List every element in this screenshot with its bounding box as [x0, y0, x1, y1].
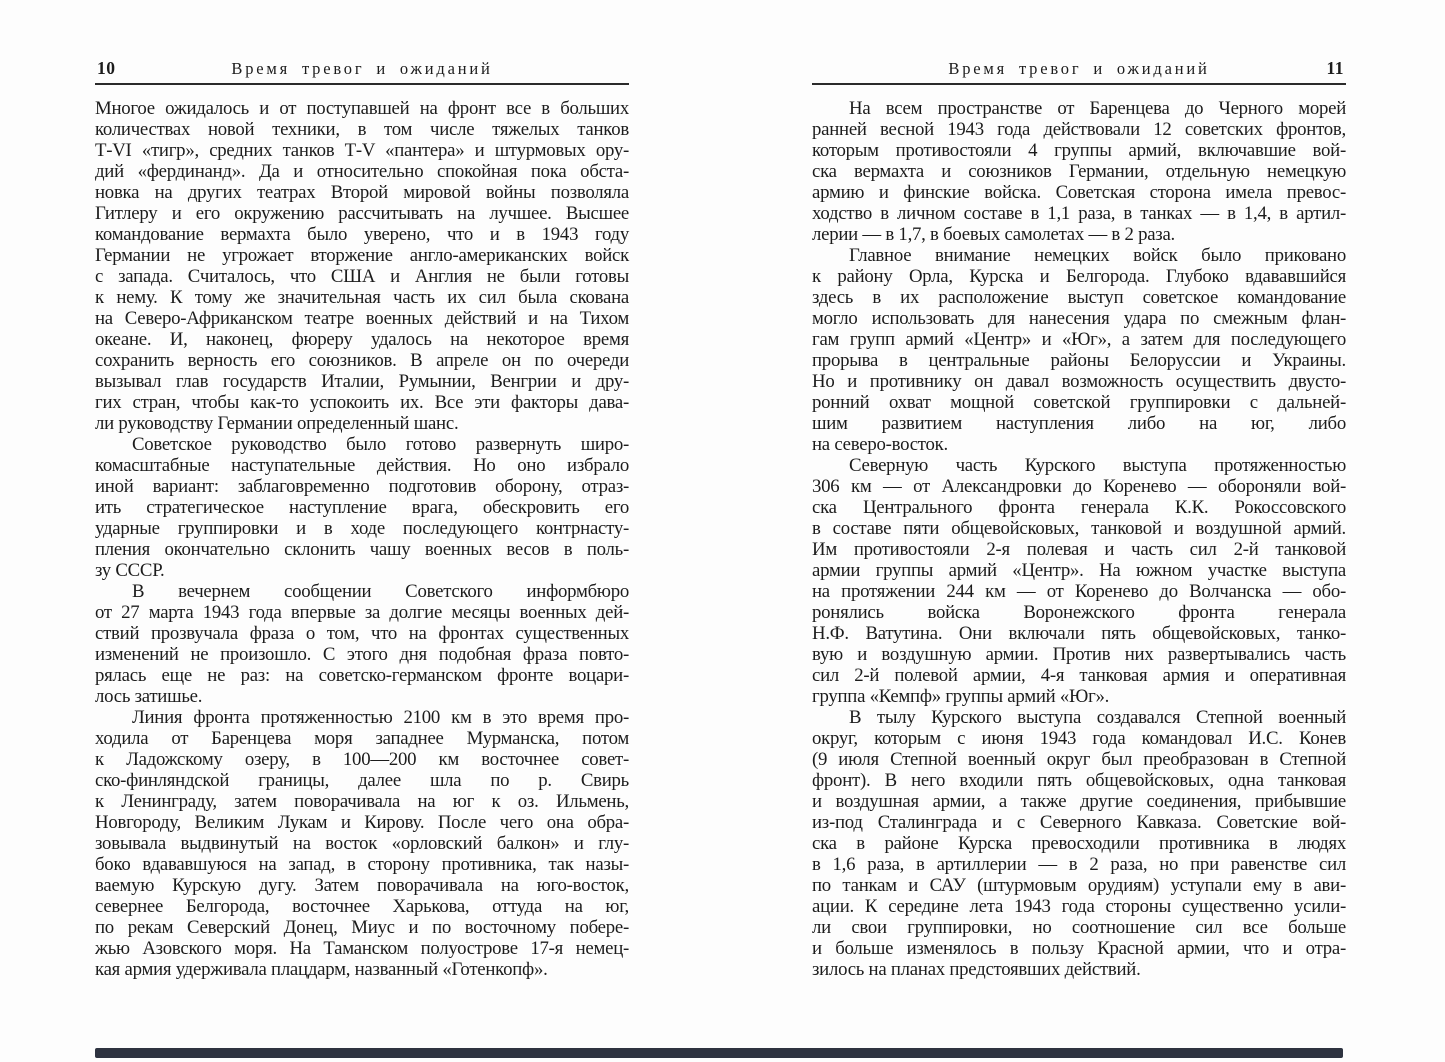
text-line: гих стран, чтобы как-то успокоить их. Все эти факторы дава-	[95, 392, 629, 413]
text-line: ска Центрального фронта генерала К.К. Рокоссовского	[812, 497, 1346, 518]
text-line: зу СССР.	[95, 560, 165, 581]
text-line: и больше изменялось в пользу Красной армии, что и отра-	[812, 938, 1346, 959]
text-line: дий «фердинанд». Да и относительно спокойная пока обста-	[95, 161, 629, 182]
text-line: пления окончательно склонить чашу военных весов в поль-	[95, 539, 629, 560]
text-line: севернее Белгорода, восточнее Харькова, оттуда на юг,	[95, 896, 629, 917]
text-line: Новгороду, Великим Лукам и Кирову. После чего она обра-	[95, 812, 629, 833]
page-body	[95, 98, 629, 980]
text-line: по танкам и САУ (штурмовым орудиям) уступали ему в ави-	[812, 875, 1346, 896]
text-line: группа «Кемпф» группы армий «Юг».	[812, 686, 1110, 707]
text-line: шим развитием наступления либо на юг, либо	[812, 413, 1346, 434]
text-line: Северную часть Курского выступа протяженностью	[849, 455, 1346, 476]
text-line: в составе пяти общевойсковых, танковой и воздушной армий.	[812, 518, 1346, 539]
text-line: Но и противнику он давал возможность осуществить двусто-	[812, 371, 1346, 392]
text-line: Линия фронта протяженностью 2100 км в это время про-	[132, 707, 629, 728]
text-line: боко вдававшуюся на запад, в сторону противника, так назы-	[95, 854, 629, 875]
text-line: (9 июля Степной военный округ был преобразован в Степной	[812, 749, 1346, 770]
text-line: иной вариант: заблаговременно подготовив оборону, отраз-	[95, 476, 629, 497]
text-line: количествах новой техники, в том числе тяжелых танков	[95, 119, 629, 140]
text-line: сил 2-й полевой армии, 4-я танковая армия и оперативная	[812, 665, 1346, 686]
text-line: ли свои группировки, но соотношение сил все больше	[812, 917, 1346, 938]
text-line: Германии не угрожает вторжение англо-американских войск	[95, 245, 629, 266]
page-body	[812, 98, 1346, 980]
text-line: Н.Ф. Ватутина. Они включали пять общевойсковых, танко-	[812, 623, 1346, 644]
text-line: на протяжении 244 км — от Коренево до Волчанска — обо-	[812, 581, 1346, 602]
text-line: В тылу Курского выступа создавался Степной военный	[849, 707, 1346, 728]
text-line: по рекам Северский Донец, Миус и по восточному побере-	[95, 917, 629, 938]
text-line: ваемую Курскую дугу. Затем поворачивала на юго-восток,	[95, 875, 629, 896]
page-header	[95, 57, 629, 85]
text-line: лось затишье.	[95, 686, 203, 707]
text-line: к Ладожскому озеру, в 100—200 км восточнее совет-	[95, 749, 629, 770]
book-page-left	[95, 57, 629, 980]
text-line: В вечернем сообщении Советского информбюро	[132, 581, 629, 602]
text-line: фронт). В него входили пять общевойсковых, одна танковая	[812, 770, 1346, 791]
text-line: округ, которым с июня 1943 года командовал И.С. Конев	[812, 728, 1346, 749]
scan-edge-artifact	[95, 1048, 1343, 1058]
text-line: от 27 марта 1943 года впервые за долгие месяцы военных дей-	[95, 602, 629, 623]
text-line: Т-VI «тигр», средних танков Т-V «пантера» и штурмовых ору-	[95, 140, 629, 161]
text-line: могло использовать для нанесения удара по смежным флан-	[812, 308, 1346, 329]
text-line: зилось на планах предстоявших действий.	[812, 959, 1141, 980]
text-line: сохранить верность его союзников. В апреле он по очереди	[95, 350, 629, 371]
text-line: комасштабные наступательные действия. Но оно избрало	[95, 455, 629, 476]
text-line: ли руководству Германии определенный шанс.	[95, 413, 459, 434]
text-line: с запада. Считалось, что США и Англия не были готовы	[95, 266, 629, 287]
text-line: в 1,6 раза, в артиллерии — в 2 раза, но при равенстве сил	[812, 854, 1346, 875]
text-line: здесь в их расположение выступ советское командование	[812, 287, 1346, 308]
text-line: вызывал глав государств Италии, Румынии, Венгрии и дру-	[95, 371, 629, 392]
text-line: океане. И, наконец, фюреру удалось на некоторое время	[95, 329, 629, 350]
text-line: лерии — в 1,7, в боевых самолетах — в 2 раза.	[812, 224, 1175, 245]
text-line: ска в районе Курска превосходили противника в людях	[812, 833, 1346, 854]
text-line: жью Азовского моря. На Таманском полуострове 17-я немец-	[95, 938, 629, 959]
page-number: 10	[97, 58, 116, 78]
text-line: ско-финляндской границы, далее шла по р. Свирь	[95, 770, 629, 791]
text-line: изменений не произошло. С этого дня подобная фраза повто-	[95, 644, 629, 665]
text-line: ранней весной 1943 года действовали 12 советских фронтов,	[812, 119, 1346, 140]
text-line: ходство в личном составе в 1,1 раза, в танках — в 1,4, в артил-	[812, 203, 1346, 224]
text-line: кая армия удерживала плацдарм, названный «Готенкопф».	[95, 959, 548, 980]
text-line: к нему. К тому же значительная часть их сил была скована	[95, 287, 629, 308]
text-line: ствий прозвучала фраза о том, что на фронтах существенных	[95, 623, 629, 644]
text-line: Им противостояли 2-я полевая и часть сил 2-й танковой	[812, 539, 1346, 560]
text-line: вую и воздушную армии. Против них развертывались часть	[812, 644, 1346, 665]
text-line: армии группы армий «Центр». На южном участке выступа	[812, 560, 1346, 581]
text-line: зовывала выдвинутый на восток «орловский балкон» и глу-	[95, 833, 629, 854]
text-line: ации. К середине лета 1943 года стороны существенно усили-	[812, 896, 1346, 917]
text-line: из-под Сталинграда и с Северного Кавказа. Советские вой-	[812, 812, 1346, 833]
page-number: 11	[1326, 58, 1344, 78]
text-line: гам групп армий «Центр» и «Юг», а затем для последующего	[812, 329, 1346, 350]
text-line: ходила от Баренцева моря западнее Мурманска, потом	[95, 728, 629, 749]
text-line: Многое ожидалось и от поступавшей на фронт все в больших	[95, 98, 629, 119]
text-line: к Ленинграду, затем поворачивала на юг к оз. Ильмень,	[95, 791, 629, 812]
text-line: на северо-восток.	[812, 434, 948, 455]
text-line: ударные группировки и в ходе последующего контрнасту-	[95, 518, 629, 539]
text-line: ска вермахта и союзников Германии, отдельную немецкую	[812, 161, 1346, 182]
text-line: Гитлеру и его окружению рассчитывать на лучшее. Высшее	[95, 203, 629, 224]
text-line: ить стратегическое наступление врага, обескровить его	[95, 497, 629, 518]
text-line: прорыва в центральные районы Белоруссии и Украины.	[812, 350, 1346, 371]
text-line: на Северо-Африканском театре военных действий и на Тихом	[95, 308, 629, 329]
text-line: На всем пространстве от Баренцева до Черного морей	[849, 98, 1346, 119]
page-header	[812, 57, 1346, 85]
text-line: ронний охват мощной советской группировки с дальней-	[812, 392, 1346, 413]
text-line: Главное внимание немецких войск было приковано	[849, 245, 1346, 266]
text-line: Советское руководство было готово развернуть широ-	[132, 434, 629, 455]
text-line: которым противостояли 4 группы армий, включавшие вой-	[812, 140, 1346, 161]
text-line: к району Орла, Курска и Белгорода. Глубоко вдававшийся	[812, 266, 1346, 287]
text-line: новка на других театрах Второй мировой войны позволяла	[95, 182, 629, 203]
running-title: Время тревог и ожиданий	[948, 59, 1210, 78]
text-line: командование вермахта было уверено, что и в 1943 году	[95, 224, 629, 245]
text-line: рялась еще не раз: на советско-германском фронте воцари-	[95, 665, 629, 686]
text-line: 306 км — от Александровки до Коренево — обороняли вой-	[812, 476, 1346, 497]
book-page-right	[812, 57, 1346, 980]
text-line: армию и финские войска. Советская сторона имела превос-	[812, 182, 1346, 203]
text-line: и воздушная армии, а также другие соединения, прибывшие	[812, 791, 1346, 812]
running-title: Время тревог и ожиданий	[231, 59, 493, 78]
text-line: ронялись войска Воронежского фронта генерала	[812, 602, 1346, 623]
